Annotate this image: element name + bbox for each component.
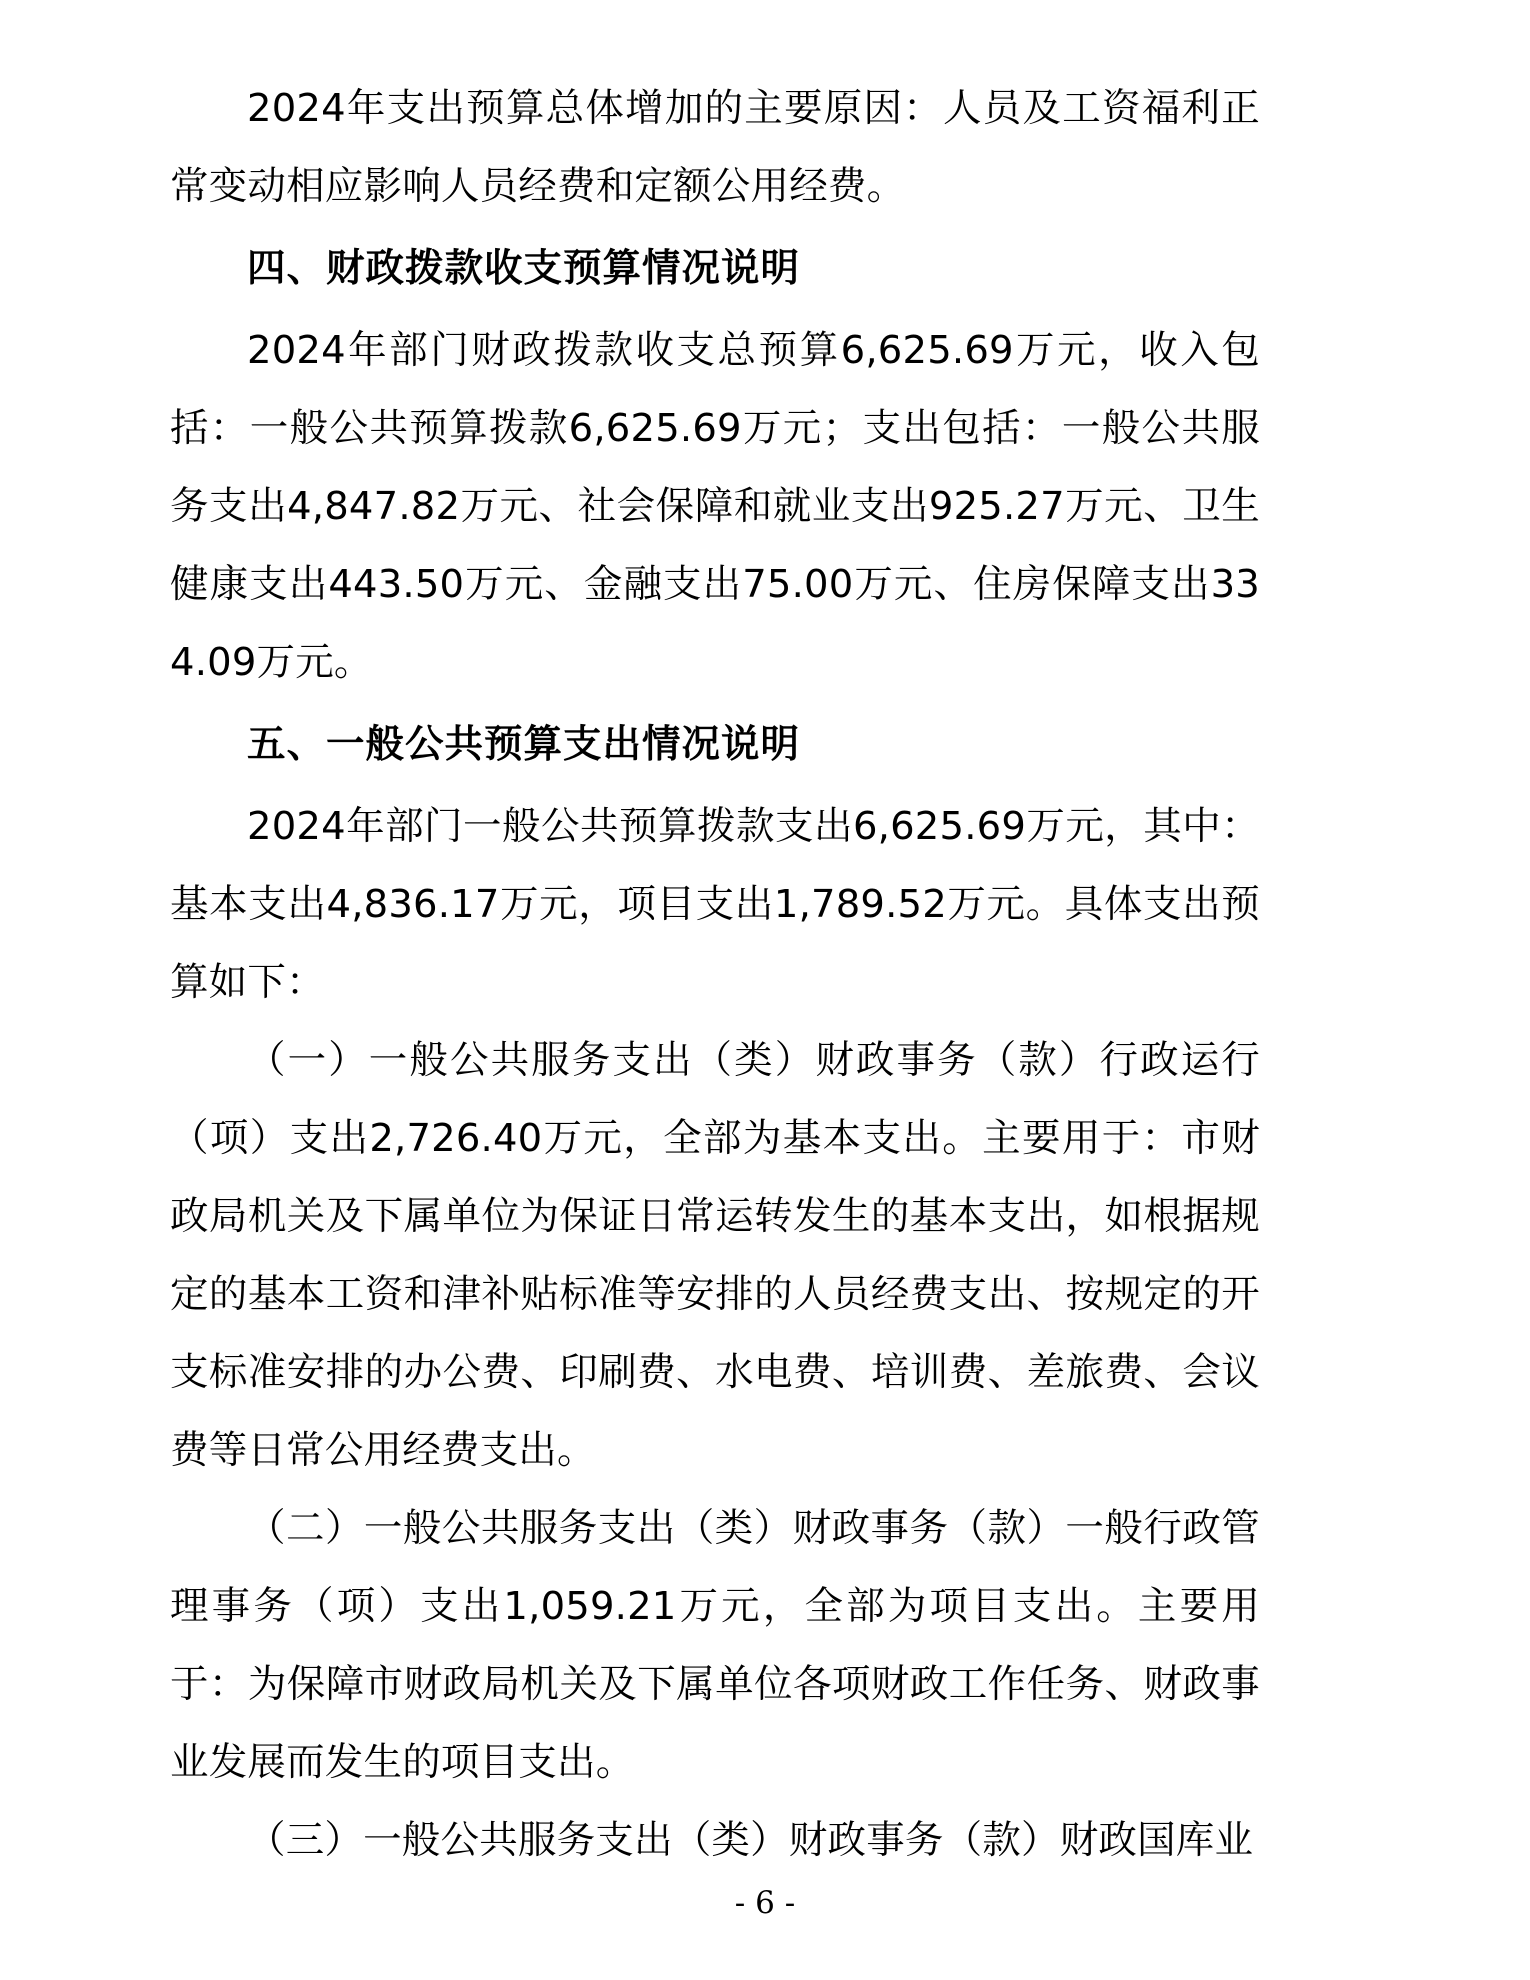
document-body	[170, 70, 1260, 1880]
page-number: - 6 -	[734, 1885, 796, 1921]
paragraph-expenditure-increase-reason: 2024年支出预算总体增加的主要原因：人员及工资福利正常变动相应影响人员经费和定额公用经费。	[170, 86, 1260, 209]
heading-section-five: 五、一般公共预算支出情况说明	[247, 722, 801, 767]
paragraph-general-public-budget-total: 2024年部门一般公共预算拨款支出6,625.69万元，其中：基本支出4,836.17万元，项目支出1,789.52万元。具体支出预算如下：	[170, 804, 1260, 1005]
heading-section-four: 四、财政拨款收支预算情况说明	[247, 246, 801, 291]
paragraph-item-three-treasury-business: （三）一般公共服务支出（类）财政事务（款）财政国库业	[247, 1818, 1254, 1863]
paragraph-item-two-general-administration: （二）一般公共服务支出（类）财政事务（款）一般行政管理事务（项）支出1,059.21万元，全部为项目支出。主要用于：为保障市财政局机关及下属单位各项财政工作任务、财政事业发展而发生的项目支出。	[170, 1506, 1260, 1785]
paragraph-item-one-administrative-operation: （一）一般公共服务支出（类）财政事务（款）行政运行（项）支出2,726.40万元，全部为基本支出。主要用于：市财政局机关及下属单位为保证日常运转发生的基本支出，如根据规定的基本工资和津补贴标准等安排的人员经费支出、按规定的开支标准安排的办公费、印刷费、水电费、培训费、差旅费、会议费等日常公用经费支出。	[170, 1038, 1260, 1473]
paragraph-fiscal-appropriation-summary: 2024年部门财政拨款收支总预算6,625.69万元，收入包括：一般公共预算拨款6,625.69万元；支出包括：一般公共服务支出4,847.82万元、社会保障和就业支出925.27万元、卫生健康支出443.50万元、金融支出75.00万元、住房保障支出334.09万元。	[170, 328, 1260, 685]
